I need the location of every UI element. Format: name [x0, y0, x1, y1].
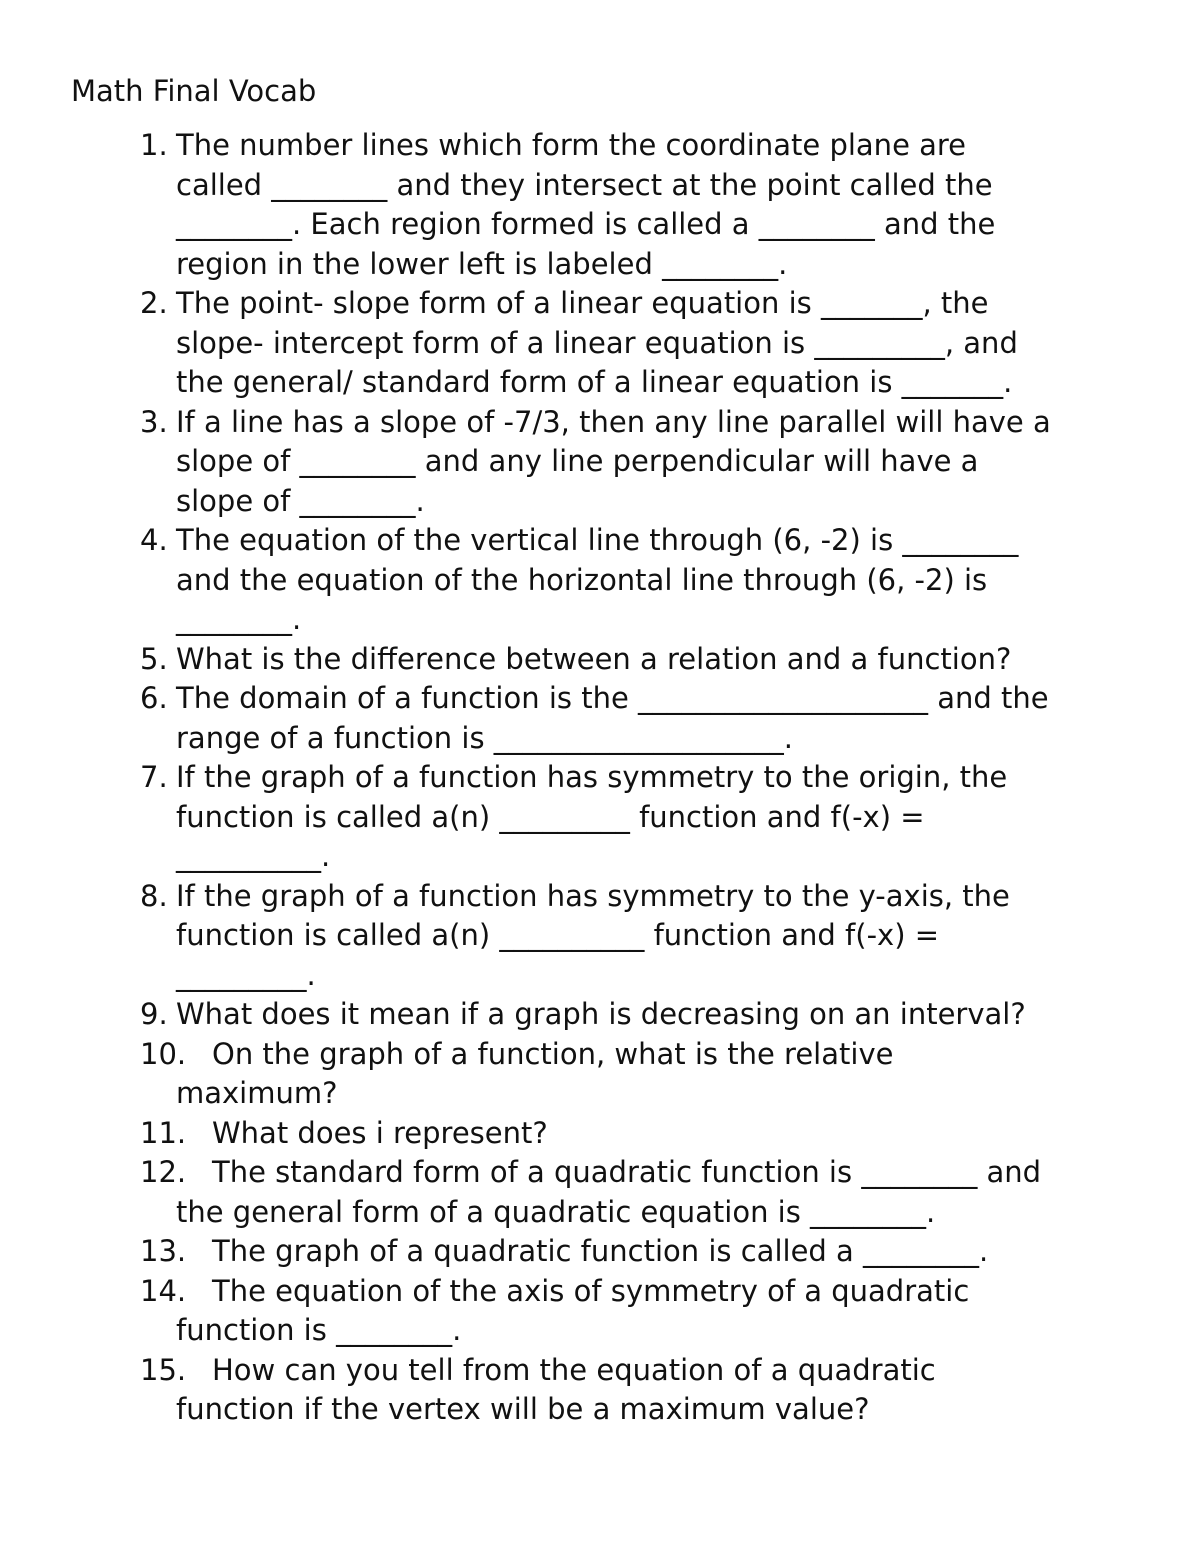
- question-item: [0, 126, 1051, 284]
- question-number: 6.: [140, 681, 168, 715]
- question-text-line: What is the difference between a relation and a function?: [176, 641, 1012, 676]
- question-text-line: The point- slope form of a linear equation is _______, the: [176, 286, 989, 320]
- question-text-line: The equation of the axis of symmetry of a quadratic: [212, 1273, 970, 1308]
- question-item: [0, 284, 1051, 403]
- question-text-line: If a line has a slope of -7/3, then any line parallel will have a: [176, 404, 1051, 439]
- question-item: [0, 1272, 1051, 1351]
- question-text-line: If the graph of a function has symmetry to the y-axis, the: [176, 878, 1010, 913]
- question-text-line: function is called a(n) _________ function and f(-x) =: [176, 799, 925, 834]
- question-text-line: What does it mean if a graph is decreasing on an interval?: [176, 997, 1026, 1031]
- question-text-line: The equation of the vertical line through (6, -2) is ________: [176, 523, 1019, 557]
- question-text-line: called ________ and they intersect at the point called the: [176, 167, 993, 202]
- question-number: 12.: [140, 1155, 187, 1189]
- question-number: 7.: [140, 760, 168, 794]
- question-item: [0, 1114, 1051, 1154]
- question-text-line: The standard form of a quadratic function is ________ and: [212, 1155, 1042, 1189]
- document-title: Math Final Vocab: [71, 74, 317, 108]
- question-number: 4.: [140, 523, 168, 557]
- question-text-line: region in the lower left is labeled ________.: [176, 246, 788, 281]
- question-item: [0, 1035, 1051, 1114]
- question-item: [0, 1232, 1051, 1272]
- question-text-line: The graph of a quadratic function is called a ________.: [212, 1234, 989, 1268]
- question-number: 10.: [140, 1036, 187, 1071]
- question-number: 1.: [140, 128, 168, 162]
- question-text-line: The domain of a function is the ____________________ and the: [176, 681, 1049, 715]
- question-text-line: maximum?: [176, 1076, 338, 1110]
- question-text-line: function is ________.: [176, 1313, 462, 1347]
- question-number: 13.: [140, 1234, 187, 1268]
- question-text-line: __________.: [176, 839, 331, 873]
- question-item: [0, 758, 1051, 877]
- question-number: 11.: [140, 1115, 187, 1150]
- question-item: [0, 640, 1051, 680]
- question-item: [0, 679, 1051, 758]
- question-item: [0, 1351, 1051, 1430]
- question-number: 2.: [140, 286, 168, 320]
- question-text-line: ________. Each region formed is called a ________ and the: [176, 207, 996, 241]
- question-number: 3.: [140, 404, 168, 439]
- question-item: [0, 521, 1051, 640]
- question-text-line: On the graph of a function, what is the relative: [212, 1036, 894, 1071]
- question-number: 9.: [140, 997, 168, 1031]
- question-text-line: The number lines which form the coordinate plane are: [176, 128, 967, 162]
- question-text-line: function is called a(n) __________ function and f(-x) =: [176, 918, 940, 952]
- question-text-line: the general form of a quadratic equation is ________.: [176, 1194, 936, 1229]
- question-item: [0, 403, 1051, 522]
- question-item: [0, 1153, 1051, 1232]
- question-text-line: If the graph of a function has symmetry to the origin, the: [176, 760, 1008, 794]
- question-text-line: range of a function is ____________________.: [176, 720, 793, 755]
- question-item: [0, 877, 1051, 996]
- question-text-line: _________.: [176, 957, 316, 992]
- question-number: 15.: [140, 1352, 187, 1387]
- question-number: 14.: [140, 1273, 187, 1308]
- question-number: 5.: [140, 641, 168, 676]
- question-text-line: slope of ________.: [176, 483, 425, 518]
- question-list: [0, 126, 1051, 1430]
- question-item: [0, 995, 1051, 1035]
- question-text-line: function if the vertex will be a maximum value?: [176, 1392, 870, 1426]
- question-text-line: the general/ standard form of a linear equation is _______.: [176, 365, 1013, 399]
- question-number: 8.: [140, 878, 168, 913]
- question-text-line: ________.: [176, 602, 302, 636]
- question-text-line: slope- intercept form of a linear equation is _________, and: [176, 325, 1018, 360]
- question-text-line: slope of ________ and any line perpendicular will have a: [176, 444, 979, 478]
- question-text-line: and the equation of the horizontal line through (6, -2) is: [176, 562, 988, 597]
- question-text-line: What does i represent?: [212, 1115, 548, 1150]
- question-text-line: How can you tell from the equation of a quadratic: [212, 1352, 936, 1387]
